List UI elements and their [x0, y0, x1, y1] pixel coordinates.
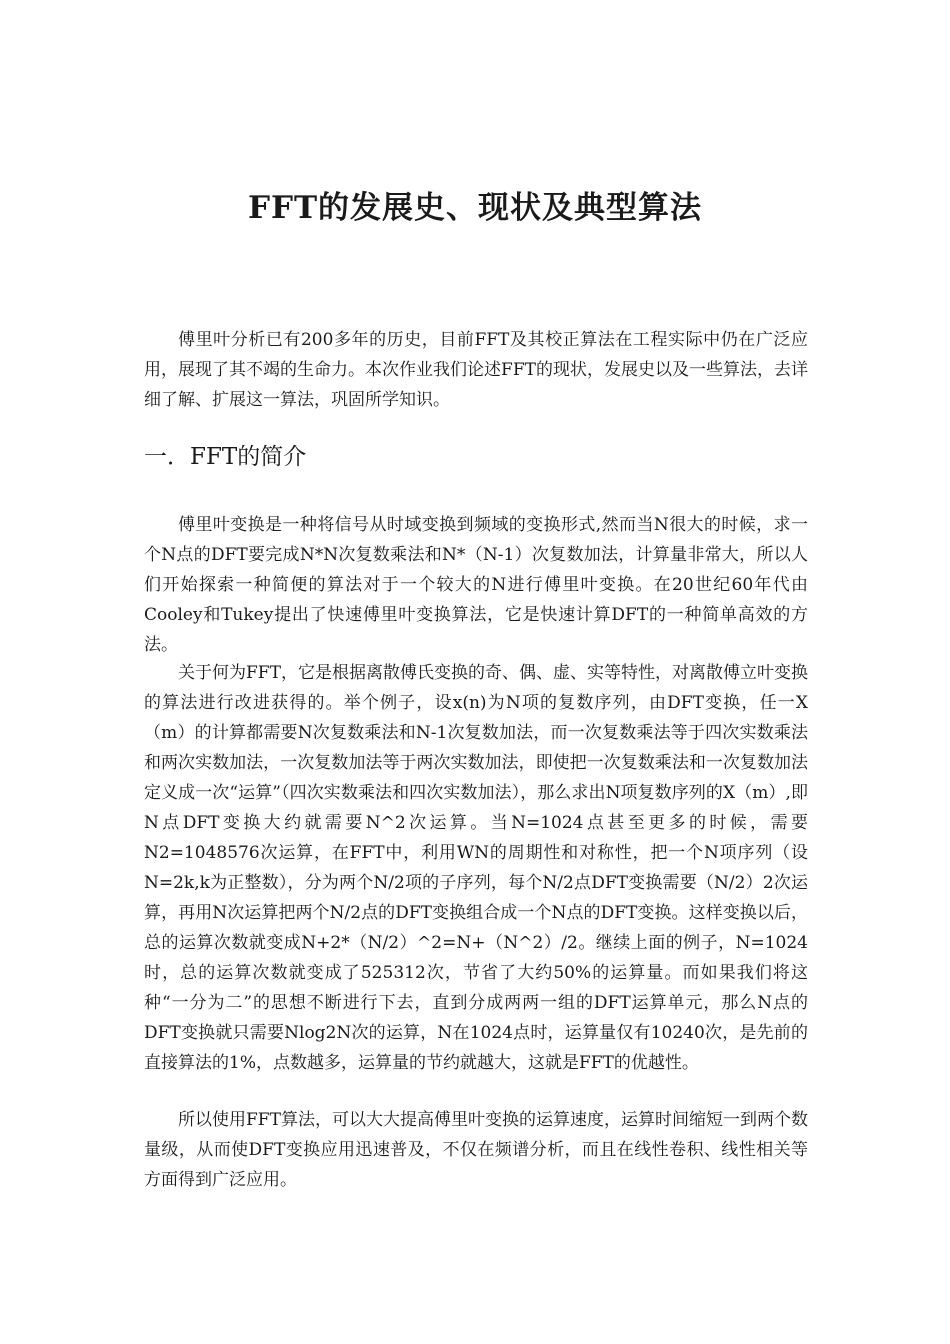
intro-paragraph: 傅里叶分析已有200多年的历史，目前FFT及其校正算法在工程实际中仍在广泛应用，展现了其不竭的生命力。本次作业我们论述FFT的现状，发展史以及一些算法，去详细了解、扩展这一算法，巩固所学知识。 — [144, 330, 808, 410]
body-paragraph: 关于何为FFT，它是根据离散傅氏变换的奇、偶、虚、实等特性，对离散傅立叶变换的算法进行改进获得的。举个例子，设x(n)为N项的复数序列，由DFT变换，任一X（m）的计算都需要N次复数乘法和N-1次复数加法，而一次复数乘法等于四次实数乘法和两次实数加法，一次复数加法等于两次实数加法，即使把一次复数乘法和一次复数加法定义成一次“运算”（四次实数乘法和四次实数加法），那么求出N项复数序列的X（m）,即N点DFT变换大约就需要N^2次运算。当N=1024点甚至更多的时候，需要N2=1048576次运算，在FFT中，利用WN的周期性和对称性，把一个N项序列（设N=2k,k为正整数），分为两个N/2项的子序列，每个N/2点DFT变换需要（N/2）2次运算，再用N次运算把两个N/2点的DFT变换组合成一个N点的DFT变换。这样变换以后，总的运算次数就变成N+2*（N/2）^2=N+（N^2）/2。继续上面的例子，N=1024时，总的运算次数就变成了525312次，节省了大约50%的运算量。而如果我们将这种“一分为二”的思想不断进行下去，直到分成两两一组的DFT运算单元，那么N点的DFT变换就只需要Nlog2N次的运算，N在1024点时，运算量仅有10240次，是先前的直接算法的1%，点数越多，运算量的节约就越大，这就是FFT的优越性。 — [144, 663, 808, 1073]
body-paragraph: 所以使用FFT算法，可以大大提高傅里叶变换的运算速度，运算时间缩短一到两个数量级，从而使DFT变换应用迅速普及，不仅在频谱分析，而且在线性卷积、线性相关等方面得到广泛应用。 — [144, 1110, 808, 1190]
body-paragraph: 傅里叶变换是一种将信号从时域变换到频域的变换形式,然而当N很大的时候，求一个N点的DFT要完成N*N次复数乘法和N*（N-1）次复数加法，计算量非常大，所以人们开始探索一种简便的算法对于一个较大的N进行傅里叶变换。在20世纪60年代由Cooley和Tukey提出了快速傅里叶变换算法，它是快速计算DFT的一种简单高效的方法。 — [144, 515, 808, 655]
document-title: FFT的发展史、现状及典型算法 — [247, 190, 703, 226]
section-heading-fft-intro: 一．FFT的简介 — [144, 444, 307, 470]
